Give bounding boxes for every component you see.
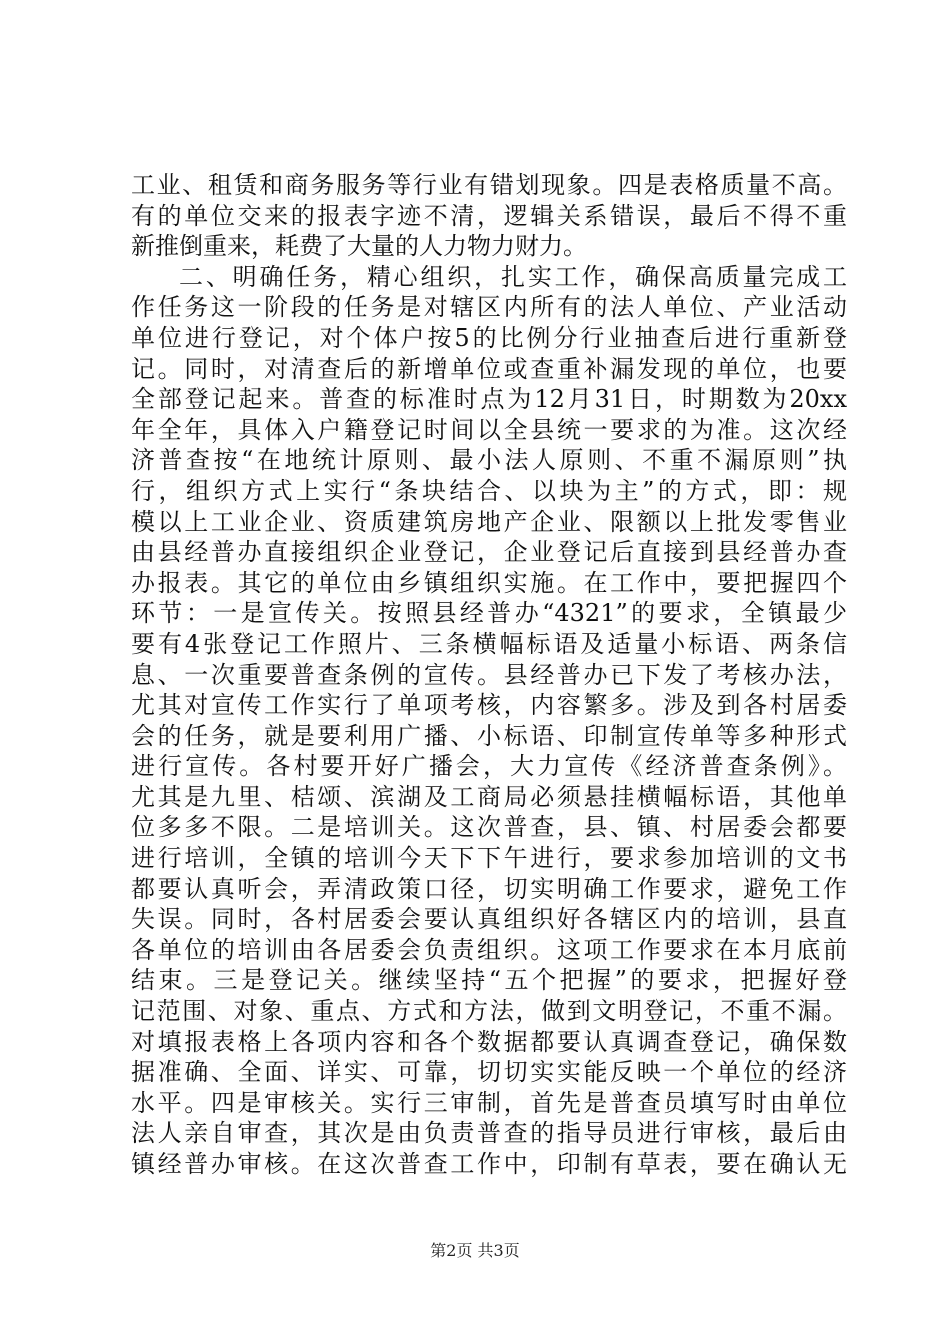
text-line: 环节：一是宣传关。按照县经普办“4321”的要求，全镇最少 [131, 599, 847, 628]
text-line: 结束。三是登记关。继续坚持“五个把握”的要求，把握好登 [131, 966, 847, 995]
text-line: 全部登记起来。普查的标准时点为12月31日，时期数为20xx [131, 385, 847, 414]
document-body [131, 170, 847, 1180]
text-line: 位多多不限。二是培训关。这次普查，县、镇、村居委会都要 [131, 813, 847, 842]
text-line: 行，组织方式上实行“条块结合、以块为主”的方式，即：规 [131, 476, 847, 505]
text-line: 工业、租赁和商务服务等行业有错划现象。四是表格质量不高。 [131, 171, 847, 199]
text-line: 尤其是九里、桔颂、滨湖及工商局必须悬挂横幅标语，其他单 [131, 782, 847, 811]
text-line: 息、一次重要普查条例的宣传。县经普办已下发了考核办法， [131, 660, 847, 689]
text-line: 年全年，具体入户籍登记时间以全县统一要求的为准。这次经 [131, 415, 847, 444]
text-line: 会的任务，就是要利用广播、小标语、印制宣传单等多种形式 [131, 721, 847, 750]
text-line: 据准确、全面、详实、可靠，切切实实能反映一个单位的经济 [131, 1058, 847, 1087]
text-line: 都要认真听会，弄清政策口径，切实明确工作要求，避免工作 [131, 874, 847, 903]
text-line: 水平。四是审核关。实行三审制，首先是普查员填写时由单位 [131, 1088, 847, 1117]
text-line: 记范围、对象、重点、方式和方法，做到文明登记，不重不漏。 [131, 997, 847, 1026]
paragraph-1 [131, 170, 847, 262]
text-line: 要有4张登记工作照片、三条横幅标语及适量小标语、两条信 [131, 629, 847, 658]
text-line: 记。同时，对清查后的新增单位或查重补漏发现的单位，也要 [131, 354, 847, 383]
text-line: 失误。同时，各村居委会要认真组织好各辖区内的培训，县直 [131, 905, 847, 934]
text-line: 作任务这一阶段的任务是对辖区内所有的法人单位、产业活动 [131, 293, 847, 322]
text-line: 有的单位交来的报表字迹不清，逻辑关系错误，最后不得不重 [131, 201, 847, 230]
page-number-footer: 第2页 共3页 [430, 1241, 520, 1260]
text-line: 新推倒重来，耗费了大量的人力物力财力。 [131, 232, 587, 261]
text-line: 进行宣传。各村要开好广播会，大力宣传《经济普查条例》。 [131, 752, 847, 781]
text-line: 进行培训，全镇的培训今天下下午进行，要求参加培训的文书 [131, 844, 847, 873]
text-line: 二、明确任务，精心组织，扎实工作，确保高质量完成工 [179, 262, 847, 291]
text-line: 济普查按“在地统计原则、最小法人原则、不重不漏原则”执 [131, 446, 847, 475]
text-line: 模以上工业企业、资质建筑房地产企业、限额以上批发零售业 [131, 507, 847, 536]
paragraph-2 [131, 262, 847, 1180]
text-line: 办报表。其它的单位由乡镇组织实施。在工作中，要把握四个 [131, 568, 847, 597]
text-line: 尤其对宣传工作实行了单项考核，内容繁多。涉及到各村居委 [131, 691, 847, 720]
text-line: 各单位的培训由各居委会负责组织。这项工作要求在本月底前 [131, 935, 847, 964]
text-line: 单位进行登记，对个体户按5的比例分行业抽查后进行重新登 [131, 323, 847, 352]
text-line: 镇经普办审核。在这次普查工作中，印制有草表，要在确认无 [131, 1150, 847, 1178]
text-line: 对填报表格上各项内容和各个数据都要认真调查登记，确保数 [131, 1027, 847, 1056]
text-line: 法人亲自审查，其次是由负责普查的指导员进行审核，最后由 [131, 1119, 847, 1148]
text-line: 由县经普办直接组织企业登记，企业登记后直接到县经普办查 [131, 538, 847, 567]
